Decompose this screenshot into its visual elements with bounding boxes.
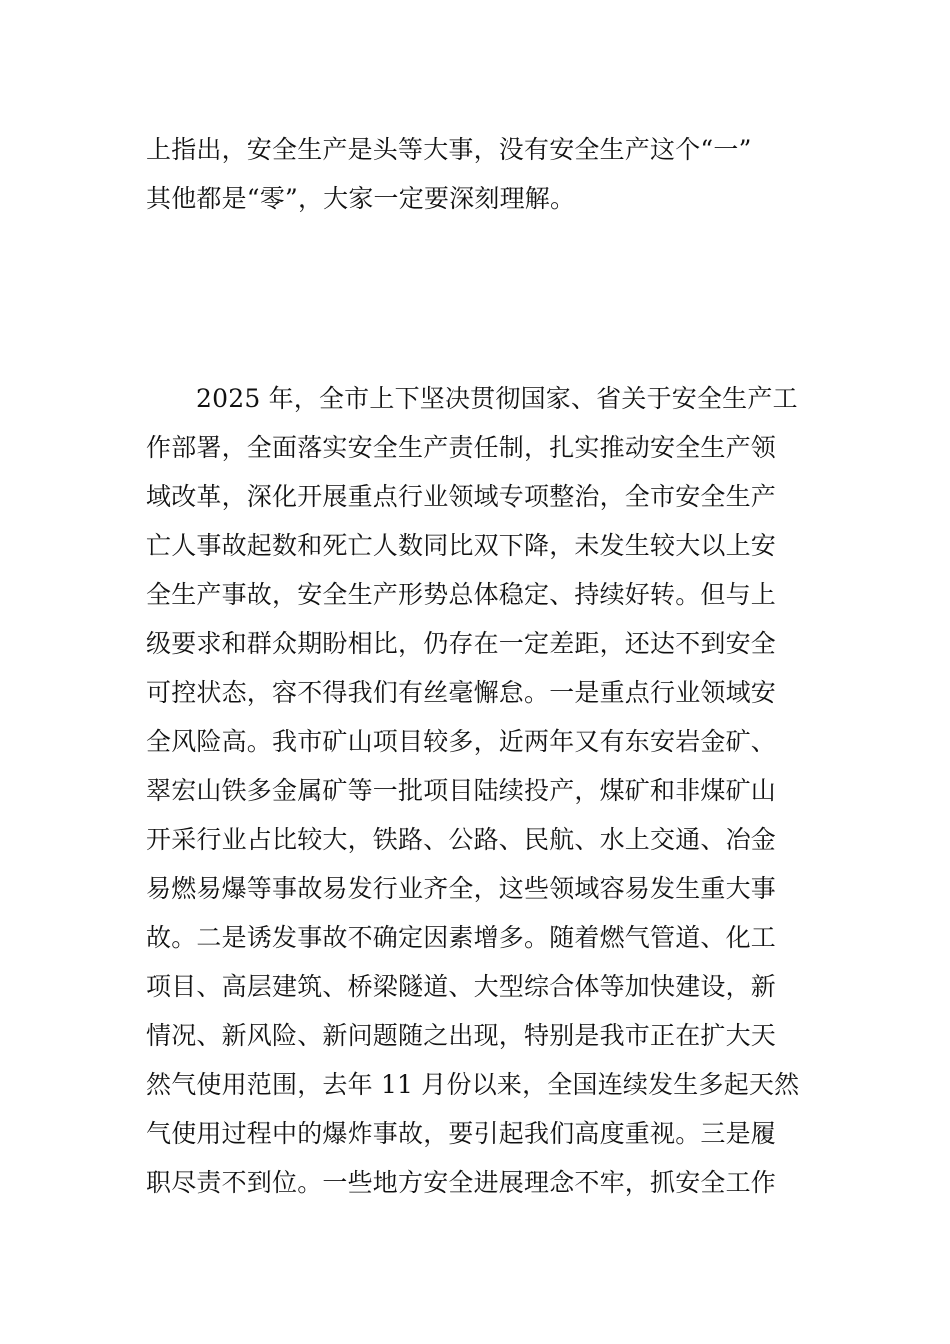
text-line: 级要求和群众期盼相比，仍存在一定差距，还达不到安全 xyxy=(146,629,777,658)
paragraph-continuation xyxy=(146,125,818,223)
text-line: 上指出，安全生产是头等大事，没有安全生产这个“一” xyxy=(146,135,752,164)
text-line: 翠宏山铁多金属矿等一批项目陆续投产，煤矿和非煤矿山 xyxy=(146,776,777,805)
text-line: 气使用过程中的爆炸事故，要引起我们高度重视。三是履 xyxy=(146,1119,777,1148)
text-line: 亡人事故起数和死亡人数同比双下降，未发生较大以上安 xyxy=(146,531,777,560)
text-line: 项目、高层建筑、桥梁隧道、大型综合体等加快建设，新 xyxy=(146,972,777,1001)
paragraph-main xyxy=(146,374,818,1207)
text-line: 域改革，深化开展重点行业领域专项整治，全市安全生产 xyxy=(146,482,777,511)
text-line: 全风险高。我市矿山项目较多，近两年又有东安岩金矿、 xyxy=(146,727,777,756)
text-line: 其他都是“零”，大家一定要深刻理解。 xyxy=(146,184,576,213)
text-line: 然气使用范围，去年 11 月份以来，全国连续发生多起天然 xyxy=(146,1070,800,1099)
text-line: 2025 年，全市上下坚决贯彻国家、省关于安全生产工 xyxy=(196,384,798,413)
text-line: 故。二是诱发事故不确定因素增多。随着燃气管道、化工 xyxy=(146,923,777,952)
text-line: 易燃易爆等事故易发行业齐全，这些领域容易发生重大事 xyxy=(146,874,777,903)
text-line: 可控状态，容不得我们有丝毫懈怠。一是重点行业领域安 xyxy=(146,678,777,707)
text-line: 作部署，全面落实安全生产责任制，扎实推动安全生产领 xyxy=(146,433,777,462)
text-line: 开采行业占比较大，铁路、公路、民航、水上交通、冶金 xyxy=(146,825,777,854)
text-line: 全生产事故，安全生产形势总体稳定、持续好转。但与上 xyxy=(146,580,777,609)
text-line: 职尽责不到位。一些地方安全进展理念不牢，抓安全工作 xyxy=(146,1168,777,1197)
text-line: 情况、新风险、新问题随之出现，特别是我市正在扩大天 xyxy=(146,1021,777,1050)
